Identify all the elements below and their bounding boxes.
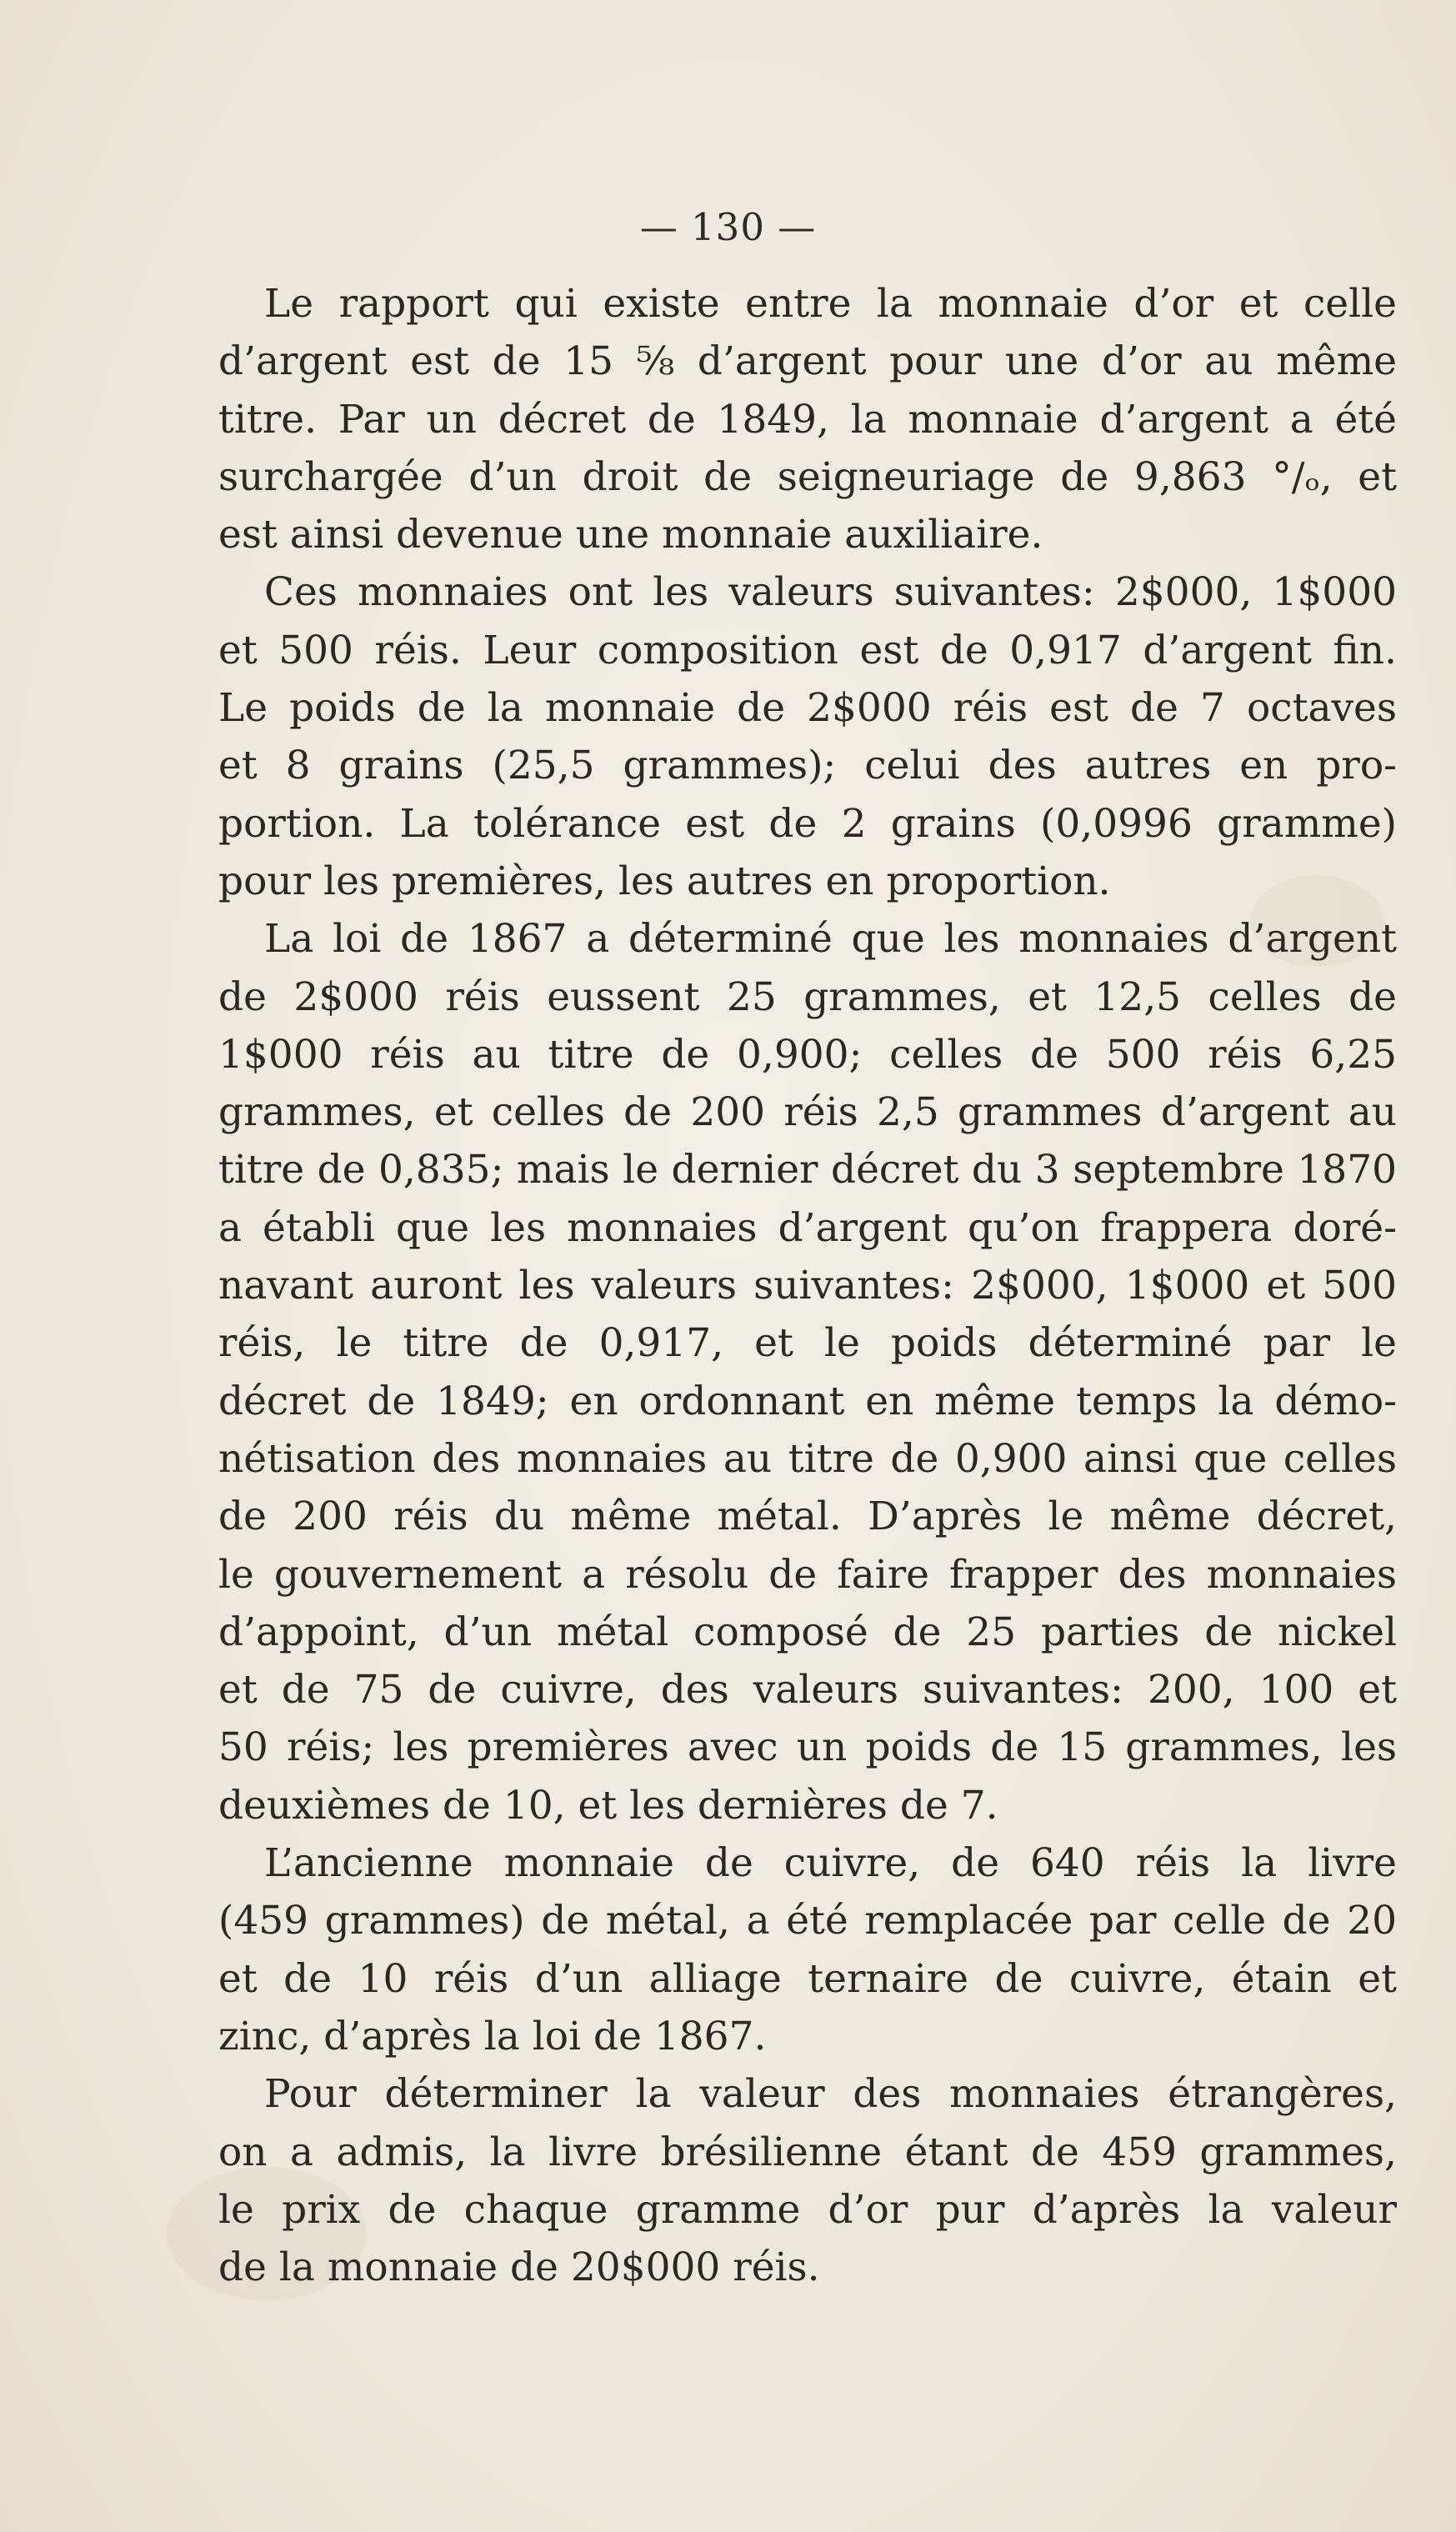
text-line: est ainsi devenue une monnaie auxiliaire. (218, 512, 1043, 558)
text-line: navant auront les valeurs suivantes: 2$000, 1$000 et 500 (218, 1263, 1397, 1309)
paragraph (218, 910, 1397, 1834)
text-line: zinc, d’après la loi de 1867. (218, 2013, 767, 2059)
text-line: Ces monnaies ont les valeurs suivantes: 2$000, 1$000 (264, 569, 1397, 616)
text-line: 1$000 réis au titre de 0,900; celles de 500 réis 6,25 (218, 1031, 1397, 1078)
text-line: La loi de 1867 a déterminé que les monnaies d’argent (264, 916, 1397, 963)
text-line: Pour déterminer la valeur des monnaies étrangères, (264, 2071, 1397, 2118)
paragraph (218, 275, 1397, 563)
text-line: surchargée d’un droit de seigneuriage de 9,863 °/ₒ, et (218, 453, 1397, 500)
text-line: et de 10 réis d’un alliage ternaire de cuivre, étain et (218, 1955, 1397, 2002)
text-line: décret de 1849; en ordonnant en même temps la démo- (218, 1378, 1397, 1424)
text-line: et de 75 de cuivre, des valeurs suivantes: 200, 100 et (218, 1667, 1397, 1714)
text-line: grammes, et celles de 200 réis 2,5 grammes d’argent au (218, 1089, 1397, 1136)
text-line: nétisation des monnaies au titre de 0,900 ainsi que celles (218, 1435, 1397, 1482)
text-line: de 200 réis du même métal. D’après le même décret, (218, 1494, 1397, 1540)
text-line: 50 réis; les premières avec un poids de 15 grammes, les (218, 1724, 1397, 1771)
text-line: Le poids de la monnaie de 2$000 réis est de 7 octaves (218, 685, 1397, 732)
text-line: d’appoint, d’un métal composé de 25 parties de nickel (218, 1609, 1397, 1655)
text-line: le gouvernement a résolu de faire frapper des monnaies (218, 1551, 1397, 1598)
text-body (218, 275, 1397, 2296)
paragraph (218, 1834, 1397, 2065)
text-line: portion. La tolérance est de 2 grains (0,0996 gramme) (218, 800, 1397, 847)
text-line: Le rapport qui existe entre la monnaie d’or et celle (264, 281, 1397, 327)
text-line: titre de 0,835; mais le dernier décret du 3 septembre 1870 (218, 1147, 1397, 1193)
page-number: — 130 — (639, 205, 817, 249)
text-line: L’ancienne monnaie de cuivre, de 640 réis la livre (264, 1840, 1397, 1887)
text-line: le prix de chaque gramme d’or pur d’après la valeur (218, 2186, 1397, 2233)
text-line: deuxièmes de 10, et les dernières de 7. (218, 1782, 998, 1829)
text-line: et 8 grains (25,5 grammes); celui des autres en pro- (218, 743, 1397, 789)
paragraph (218, 2065, 1397, 2296)
text-line: pour les premières, les autres en proportion. (218, 858, 1111, 904)
text-line: (459 grammes) de métal, a été remplacée par celle de 20 (218, 1898, 1397, 1944)
text-line: a établi que les monnaies d’argent qu’on frappera doré- (218, 1204, 1397, 1251)
text-line: de la monnaie de 20$000 réis. (218, 2244, 820, 2291)
paragraph (218, 563, 1397, 910)
text-line: titre. Par un décret de 1849, la monnaie d’argent a été (218, 396, 1397, 443)
text-line: on a admis, la livre brésilienne étant de 459 grammes, (218, 2129, 1397, 2175)
text-line: d’argent est de 15 ⅝ d’argent pour une d’or au même (218, 338, 1397, 385)
text-line: et 500 réis. Leur composition est de 0,917 d’argent fin. (218, 627, 1397, 673)
text-line: de 2$000 réis eussent 25 grammes, et 12,5 celles de (218, 973, 1397, 1020)
text-line: réis, le titre de 0,917, et le poids déterminé par le (218, 1320, 1397, 1367)
